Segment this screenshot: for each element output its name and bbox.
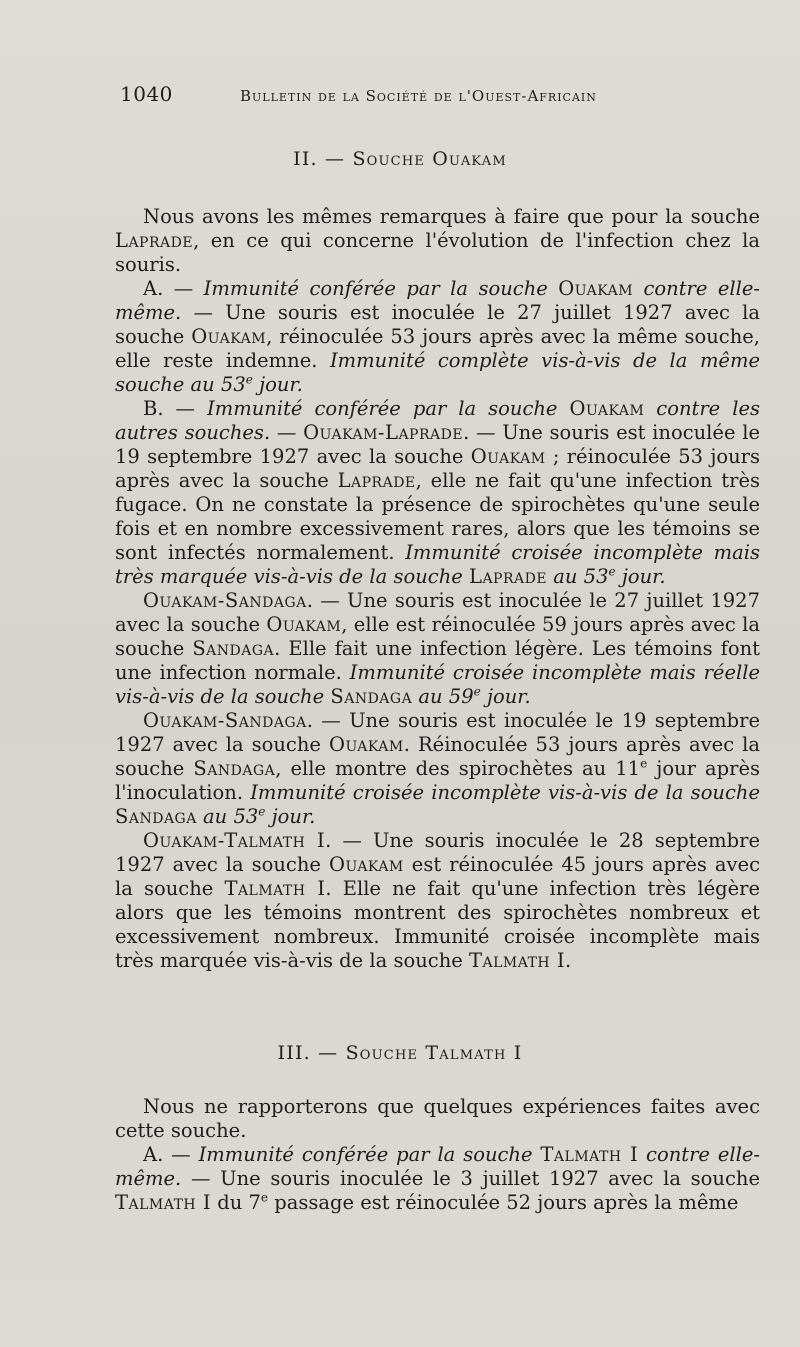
text-run: . — Une souris est inoculée le 27 juillet 1927 avec la souche	[115, 589, 760, 636]
strain-name: Laprade	[115, 229, 194, 252]
experiment-paragraph-a	[115, 1143, 760, 1215]
text-run: contre elle-même.	[115, 1143, 760, 1190]
strain-name: Sandaga	[115, 805, 197, 828]
experiment-paragraph-a	[115, 277, 760, 397]
page-number: 1040	[120, 82, 173, 106]
text-run: jour.	[265, 805, 316, 828]
strain-name: Sandaga	[192, 637, 275, 660]
strain-name: Talmath I	[115, 1191, 212, 1214]
text-run: Nous ne rapporterons que quelques expériences faites avec cette souche.	[115, 1095, 760, 1142]
text-run: au 53	[547, 565, 609, 588]
strain-name: Ouakam-Sandaga	[143, 709, 307, 732]
text-run: , elle est réinoculée 59 jours après avec la souche	[115, 613, 760, 660]
text-run: ; réinoculée 53 jours après avec la souche	[115, 445, 760, 492]
strain-name: Talmath I	[540, 1143, 639, 1166]
strain-name: Sandaga	[193, 757, 276, 780]
text-run: , elle ne fait qu'une infection très fugace. On ne constate la présence de spirochètes qu'une seule fois et en nombre excessivement rares, alors que les témoins se sont infectés normalement.	[115, 469, 760, 564]
text-run: Immunité conférée par la souche	[198, 1143, 541, 1166]
ordinal-suffix: e	[640, 756, 648, 771]
strain-name: Ouakam	[470, 445, 546, 468]
section-heading-souche-talmath: III. — Souche Talmath I	[277, 1042, 523, 1064]
strain-name: Ouakam-Talmath I	[143, 829, 326, 852]
text-run: Nous avons les mêmes remarques à faire que pour la souche	[143, 205, 760, 228]
text-run: Immunité croisée incomplète vis-à-vis de la souche	[250, 781, 761, 804]
ordinal-suffix: e	[245, 372, 253, 387]
text-run: au 59	[412, 685, 474, 708]
text-run: , en ce qui concerne l'évolution de l'infection chez la souris.	[115, 229, 760, 276]
strain-name: Sandaga	[330, 685, 413, 708]
section-souche-ouakam-body	[115, 205, 760, 973]
strain-name: Ouakam	[191, 325, 267, 348]
text-run: contre les autres souches.	[115, 397, 761, 444]
strain-name: Ouakam	[328, 733, 404, 756]
text-run: . Elle fait une infection légère. Les témoins font une infection normale.	[115, 637, 760, 684]
text-run: Immunité conférée par la souche	[207, 397, 570, 420]
text-run: . — Une souris est inoculée le 19 septembre 1927 avec la souche	[115, 709, 760, 756]
text-run: au 53	[196, 805, 259, 828]
strain-name: Ouakam-Sandaga	[143, 589, 307, 612]
text-run: . — Une souris est inoculée le 19 septembre 1927 avec la souche	[115, 421, 760, 468]
section-souche-talmath-body	[115, 1095, 760, 1215]
text-run: contre elle-même.	[115, 277, 760, 324]
text-run: A. —	[143, 1143, 199, 1166]
text-run: passage est réinoculée 52 jours après la même	[268, 1191, 739, 1214]
text-run: . — Une souris inoculée le 28 septembre 1927 avec la souche	[115, 829, 760, 876]
text-run: Immunité croisée incomplète mais réelle vis-à-vis de la souche	[115, 661, 761, 708]
text-run: . Elle ne fait qu'une infection très légère alors que les témoins montrent des spirochètes nombreux et excessivement nombreux. Immunité croisée incomplète mais très marquée vis-à-vis de la souche	[115, 877, 760, 972]
strain-name: Talmath I	[469, 949, 566, 972]
text-run: jour après l'inoculation.	[115, 757, 760, 804]
text-run: jour.	[480, 685, 531, 708]
text-run: Immunité complète vis-à-vis de la même souche au 53	[115, 349, 760, 396]
strain-name: Ouakam	[266, 613, 342, 636]
text-run: — Une souris inoculée le 3 juillet 1927 avec la souche	[181, 1167, 760, 1190]
text-run: Immunité croisée incomplète mais très marquée vis-à-vis de la souche	[115, 541, 760, 588]
text-run: jour.	[615, 565, 666, 588]
text-run: jour.	[252, 373, 303, 396]
strain-name: Ouakam	[558, 277, 634, 300]
experiment-paragraph-ouakam-sandaga-2	[115, 709, 760, 829]
experiment-paragraph-ouakam-talmath	[115, 829, 760, 973]
text-run: du 7	[211, 1191, 261, 1214]
section-intro-paragraph	[115, 205, 760, 277]
strain-name: Talmath I	[224, 877, 326, 900]
section-heading-souche-ouakam: II. — Souche Ouakam	[293, 148, 507, 170]
text-run: . Réinoculée 53 jours après avec la souche	[115, 733, 760, 780]
experiment-paragraph-ouakam-sandaga-1	[115, 589, 760, 709]
text-run: est réinoculée 45 jours après avec la souche	[115, 853, 760, 900]
experiment-paragraph-b	[115, 397, 760, 589]
text-run: Immunité conférée par la souche	[203, 277, 559, 300]
strain-name: Ouakam-Laprade	[303, 421, 464, 444]
text-run: , réinoculée 53 jours après avec la même souche, elle reste indemne.	[115, 325, 760, 372]
running-title: Bulletin de la Société de l'Ouest-Africain	[240, 87, 597, 105]
strain-name: Ouakam	[328, 853, 404, 876]
ordinal-suffix: e	[473, 684, 481, 699]
strain-name: Laprade	[337, 469, 416, 492]
text-run: —	[270, 421, 304, 444]
ordinal-suffix: e	[258, 804, 266, 819]
page-header	[115, 82, 755, 112]
section-intro-paragraph	[115, 1095, 760, 1143]
strain-name: Laprade	[469, 565, 548, 588]
ordinal-suffix: e	[260, 1190, 269, 1205]
text-run: B. —	[143, 397, 208, 420]
text-run: .	[565, 949, 572, 972]
text-run: — Une souris est inoculée le 27 juillet 1927 avec la souche	[115, 301, 760, 348]
ordinal-suffix: e	[608, 564, 616, 579]
text-run: A. —	[143, 277, 204, 300]
strain-name: Ouakam	[569, 397, 645, 420]
text-run: , elle montre des spirochètes au 11	[275, 757, 641, 780]
